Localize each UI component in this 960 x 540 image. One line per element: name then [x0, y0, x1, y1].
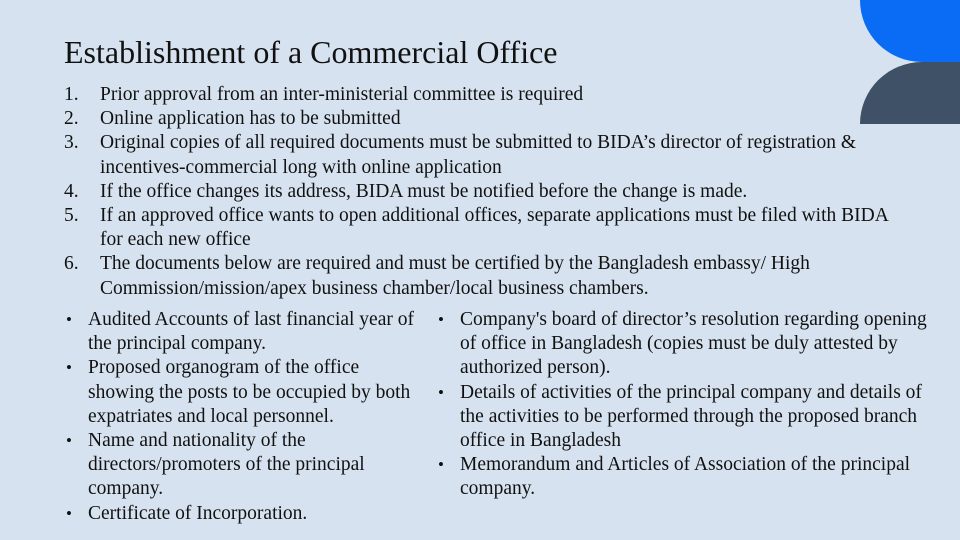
document-item	[64, 429, 419, 502]
document-text: Audited Accounts of last financial year of the principal company.	[88, 309, 414, 355]
slide-title: Establishment of a Commercial Office	[64, 34, 558, 70]
document-item	[436, 453, 931, 501]
document-text: Proposed organogram of the office showing the posts to be occupied by both expatriates and local personnel.	[88, 357, 411, 427]
required-documents-left	[64, 308, 419, 526]
document-item	[64, 356, 419, 429]
steps-list	[64, 83, 914, 301]
step-text: If an approved office wants to open additional offices, separate applications must be filed with BIDA for each new office	[100, 205, 888, 251]
step-number: 4.	[64, 180, 79, 202]
step-text: Prior approval from an inter-ministerial committee is required	[100, 84, 584, 105]
step-text: If the office changes its address, BIDA must be notified before the change is made.	[100, 180, 748, 202]
step-number: 3.	[64, 132, 79, 154]
bullet-icon: •	[66, 310, 72, 329]
bullet-icon: •	[66, 431, 72, 451]
step-text: Original copies of all required documents must be submitted to BIDA’s director of registration & incentives-commercial long with online application	[100, 132, 857, 178]
step-number: 1.	[64, 84, 79, 105]
bullet-icon: •	[66, 503, 72, 523]
bullet-icon: •	[66, 358, 72, 378]
step-number: 2.	[64, 108, 79, 130]
document-item	[64, 308, 419, 356]
bullet-icon: •	[438, 382, 444, 402]
bullet-icon: •	[438, 455, 444, 475]
document-text: Details of activities of the principal company and details of the activities to be performed through the proposed branch office in Bangladesh	[460, 381, 922, 452]
step-text: The documents below are required and must be certified by the Bangladesh embassy/ High Commission/mission/apex business chamber/local business chambers.	[100, 253, 810, 299]
document-item	[436, 381, 931, 454]
step-item	[64, 83, 914, 107]
document-text: Memorandum and Articles of Association of the principal company.	[460, 454, 911, 500]
blue-quarter-shape	[860, 0, 960, 62]
step-item	[64, 107, 914, 131]
step-text: Online application has to be submitted	[100, 108, 401, 130]
step-item	[64, 131, 914, 179]
document-item	[64, 502, 419, 526]
document-text: Name and nationality of the directors/promoters of the principal company.	[88, 430, 365, 500]
step-number: 5.	[64, 205, 79, 227]
step-number: 6.	[64, 253, 79, 275]
document-item	[436, 308, 931, 381]
step-item	[64, 180, 914, 204]
document-text: Certificate of Incorporation.	[88, 502, 308, 524]
document-text: Company's board of director’s resolution regarding opening of office in Bangladesh (copies must be duly attested by authorized person).	[460, 309, 927, 379]
required-documents-right	[436, 308, 931, 502]
step-item	[64, 204, 914, 252]
bullet-icon: •	[438, 310, 444, 329]
step-item	[64, 252, 914, 300]
